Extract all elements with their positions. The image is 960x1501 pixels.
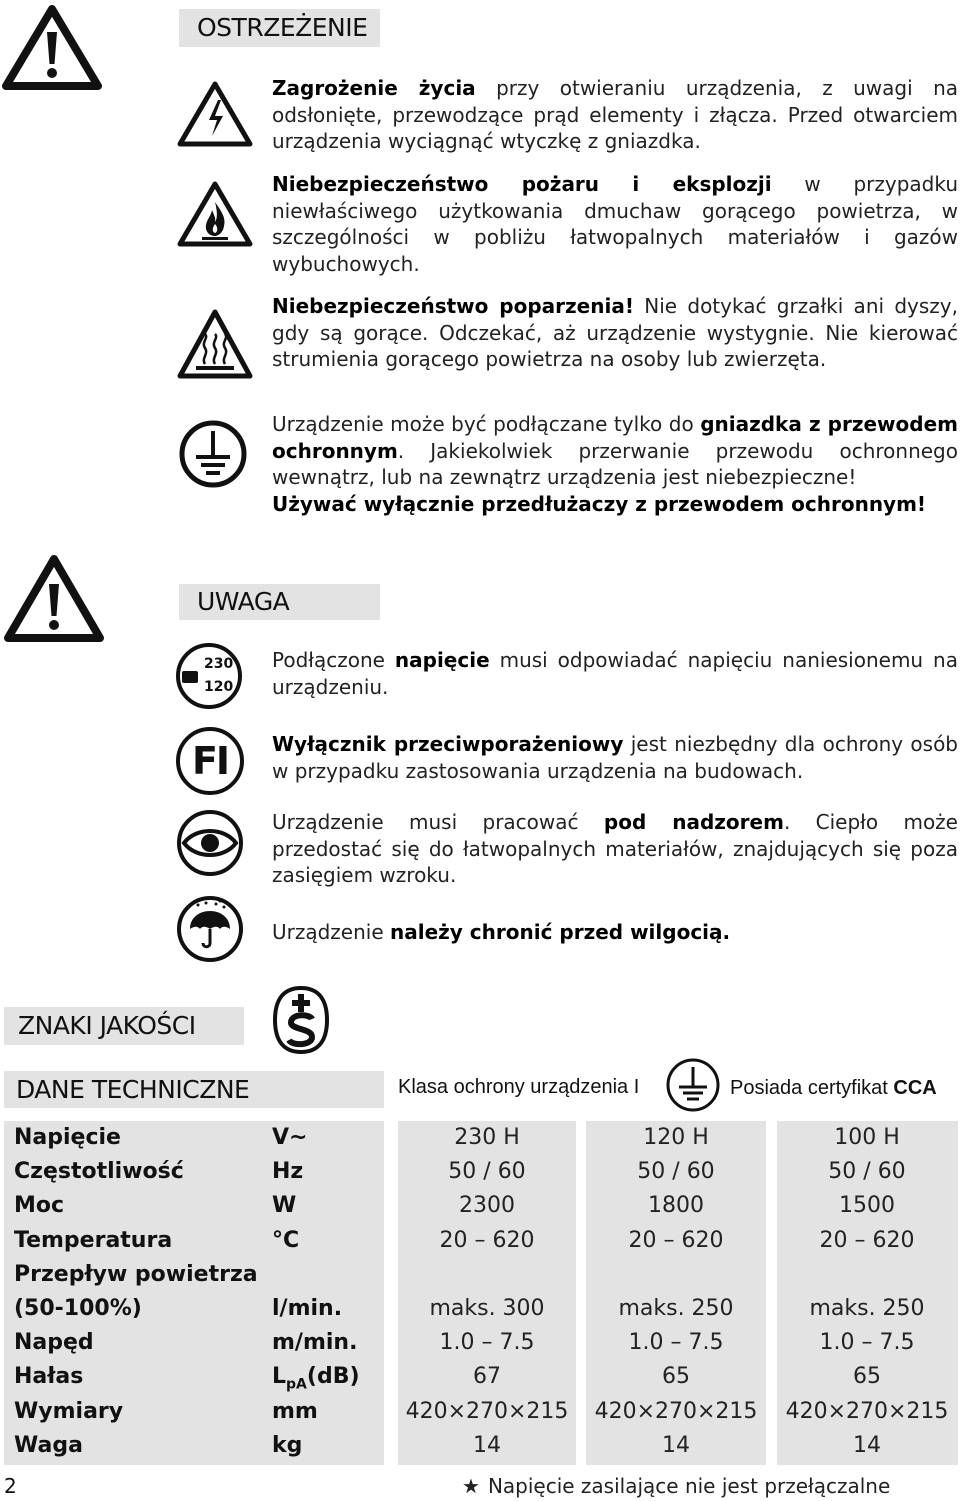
- spec-unit: °C: [272, 1228, 300, 1253]
- warning-3-text: Nie dotykać grzałki ani dyszy, gdy są gorące. Odczekać, aż urządzenie wystygnie. Nie kierować strumienia gorącego powietrza na osoby lub zwierzęta.: [272, 294, 958, 371]
- spec-label: Moc: [14, 1193, 65, 1218]
- spec-value: 100 H: [834, 1125, 900, 1150]
- plug-symbol: [182, 671, 198, 683]
- star-icon: ★: [462, 1474, 480, 1498]
- footer-note-text: Napięcie zasilające nie jest przełączalne: [487, 1474, 891, 1498]
- spec-label: Przepływ powietrza: [14, 1262, 258, 1287]
- warning-4-bold: gniazdka z przewodem ochronnym: [272, 412, 958, 463]
- eye-supervision-icon: [176, 809, 244, 877]
- spec-value: 1500: [839, 1193, 895, 1218]
- spec-value: 120 H: [643, 1125, 709, 1150]
- electric-shock-icon: [176, 80, 254, 148]
- unit-main: L: [272, 1364, 287, 1389]
- tech-title: DANE TECHNICZNE: [16, 1075, 250, 1104]
- spec-unit: Hz: [272, 1159, 304, 1184]
- spec-label: Temperatura: [14, 1228, 173, 1253]
- spec-unit: mm: [272, 1399, 318, 1424]
- caution-4-bold: należy chronić przed wilgocią.: [390, 920, 731, 944]
- unit-tail: (dB): [306, 1364, 360, 1389]
- spec-label: Częstotliwość: [14, 1159, 184, 1184]
- unit-sub: pA: [286, 1376, 307, 1393]
- caution-triangle-icon: [4, 554, 104, 642]
- tech-header: [4, 1071, 384, 1108]
- spec-unit: V~: [272, 1125, 308, 1150]
- warning-4-pre: Urządzenie może być podłączane tylko do: [272, 412, 701, 436]
- spec-value: 50 / 60: [828, 1159, 906, 1184]
- warning-paragraph-3: [272, 293, 958, 373]
- protective-earth-icon: [178, 419, 248, 489]
- footer-note: [462, 1474, 890, 1498]
- caution-3-bold: pod nadzorem: [603, 810, 784, 834]
- spec-value: 1.0 – 7.5: [819, 1330, 915, 1355]
- spec-value: 1.0 – 7.5: [439, 1330, 535, 1355]
- fi-label: FI: [191, 739, 229, 783]
- spec-value: 67: [473, 1364, 501, 1389]
- spec-value: 20 – 620: [439, 1228, 535, 1253]
- caution-paragraph-4: [272, 919, 958, 946]
- spec-unit: W: [272, 1193, 297, 1218]
- spec-unit: kg: [272, 1433, 303, 1458]
- warning-title: OSTRZEŻENIE: [197, 13, 368, 42]
- spec-value: 20 – 620: [628, 1228, 724, 1253]
- spec-value: 20 – 620: [819, 1228, 915, 1253]
- spec-label: (50-100%): [14, 1296, 142, 1321]
- spec-value: 2300: [459, 1193, 515, 1218]
- fi-breaker-icon: [176, 727, 244, 795]
- warning-4-last: Używać wyłącznie przedłużaczy z przewodem ochronnym!: [272, 491, 927, 516]
- spec-value: 14: [662, 1433, 690, 1458]
- caution-paragraph-3: [272, 809, 958, 889]
- warning-triangle-icon: [2, 4, 102, 90]
- safety-mark-icon: [272, 985, 330, 1055]
- spec-value: 14: [473, 1433, 501, 1458]
- warning-4-text: . Jakiekolwiek przerwanie przewodu ochronnego wewnątrz, lub na zewnątrz urządzenia jest niebezpieczne!: [272, 438, 958, 489]
- spec-value: 65: [662, 1364, 690, 1389]
- umbrella-moisture-icon: [176, 895, 244, 963]
- spec-value: maks. 300: [429, 1296, 545, 1321]
- caution-3-pre: Urządzenie musi pracować: [272, 810, 604, 834]
- protection-class-label: Klasa ochrony urządzenia I: [398, 1076, 640, 1098]
- spec-unit: l/min.: [272, 1296, 343, 1321]
- spec-value: 420×270×215: [405, 1399, 569, 1424]
- spec-label: Napięcie: [14, 1125, 121, 1150]
- spec-value: 65: [853, 1364, 881, 1389]
- caution-paragraph-2: [272, 731, 958, 784]
- caution-1-pre: Podłączone: [272, 648, 395, 672]
- protection-class-earth-icon: [664, 1057, 722, 1113]
- caution-3-text: . Ciepło może przedostać się do łatwopalnych materiałów, znajdujących się poza zasięgiem wzroku.: [272, 810, 958, 887]
- spec-label: Hałas: [14, 1364, 84, 1389]
- caution-2-text: jest niezbędny dla ochrony osób w przypadku zastosowania urządzenia na budowach.: [272, 732, 959, 783]
- caution-title: UWAGA: [197, 587, 290, 616]
- certificate-pre: Posiada certyfikat: [730, 1077, 894, 1099]
- voltage-bottom: 120: [204, 679, 234, 695]
- spec-value: maks. 250: [618, 1296, 734, 1321]
- spec-label: Napęd: [14, 1330, 94, 1355]
- warning-1-text: przy otwieraniu urządzenia, z uwagi na odsłonięte, przewodzące prąd elementy i złącza. Przed otwarciem urządzenia wyciągnąć wtyczkę z gniazdka.: [272, 76, 959, 153]
- warning-paragraph-1: [272, 75, 958, 155]
- voltage-top: 230: [204, 656, 234, 672]
- warning-2-bold: Niebezpieczeństwo pożaru i eksplozji: [272, 172, 772, 196]
- spec-value: 1800: [648, 1193, 704, 1218]
- caution-header: [179, 584, 380, 620]
- quality-title: ZNAKI JAKOŚCI: [18, 1011, 196, 1040]
- warning-3-bold: Niebezpieczeństwo poparzenia!: [272, 294, 634, 318]
- warning-paragraph-4: [272, 411, 958, 517]
- hot-surface-icon: [176, 308, 254, 380]
- caution-1-bold: napięcie: [394, 648, 490, 672]
- caution-4-pre: Urządzenie: [272, 920, 391, 944]
- spec-unit: m/min.: [272, 1330, 358, 1355]
- spec-value: 14: [853, 1433, 881, 1458]
- caution-2-bold: Wyłącznik przeciwporażeniowy: [272, 732, 624, 756]
- quality-header: [4, 1007, 244, 1045]
- caution-1-text: musi odpowiadać napięciu naniesionemu na urządzeniu.: [272, 648, 958, 699]
- warning-1-bold: Zagrożenie życia: [272, 76, 476, 100]
- certificate-name: CCA: [893, 1077, 937, 1099]
- spec-value: maks. 250: [809, 1296, 925, 1321]
- spec-value: 50 / 60: [637, 1159, 715, 1184]
- page-number: 2: [4, 1474, 17, 1498]
- fire-hazard-icon: [176, 180, 254, 248]
- spec-label: Waga: [14, 1433, 83, 1458]
- spec-unit: [272, 1364, 360, 1392]
- spec-value: 420×270×215: [594, 1399, 758, 1424]
- spec-value: 50 / 60: [448, 1159, 526, 1184]
- warning-header: [179, 9, 380, 47]
- caution-paragraph-1: [272, 647, 958, 700]
- warning-paragraph-2: [272, 171, 958, 277]
- voltage-plug-icon: [176, 643, 242, 709]
- spec-label: Wymiary: [14, 1399, 124, 1424]
- spec-value: 1.0 – 7.5: [628, 1330, 724, 1355]
- spec-value: 420×270×215: [785, 1399, 949, 1424]
- warning-2-text: w przypadku niewłaściwego użytkowania dmuchaw gorącego powietrza, w szczególności w pobliżu łatwopalnych materiałów i gazów wybuchowych.: [272, 172, 959, 276]
- certificate-label: [730, 1077, 937, 1100]
- spec-value: 230 H: [454, 1125, 520, 1150]
